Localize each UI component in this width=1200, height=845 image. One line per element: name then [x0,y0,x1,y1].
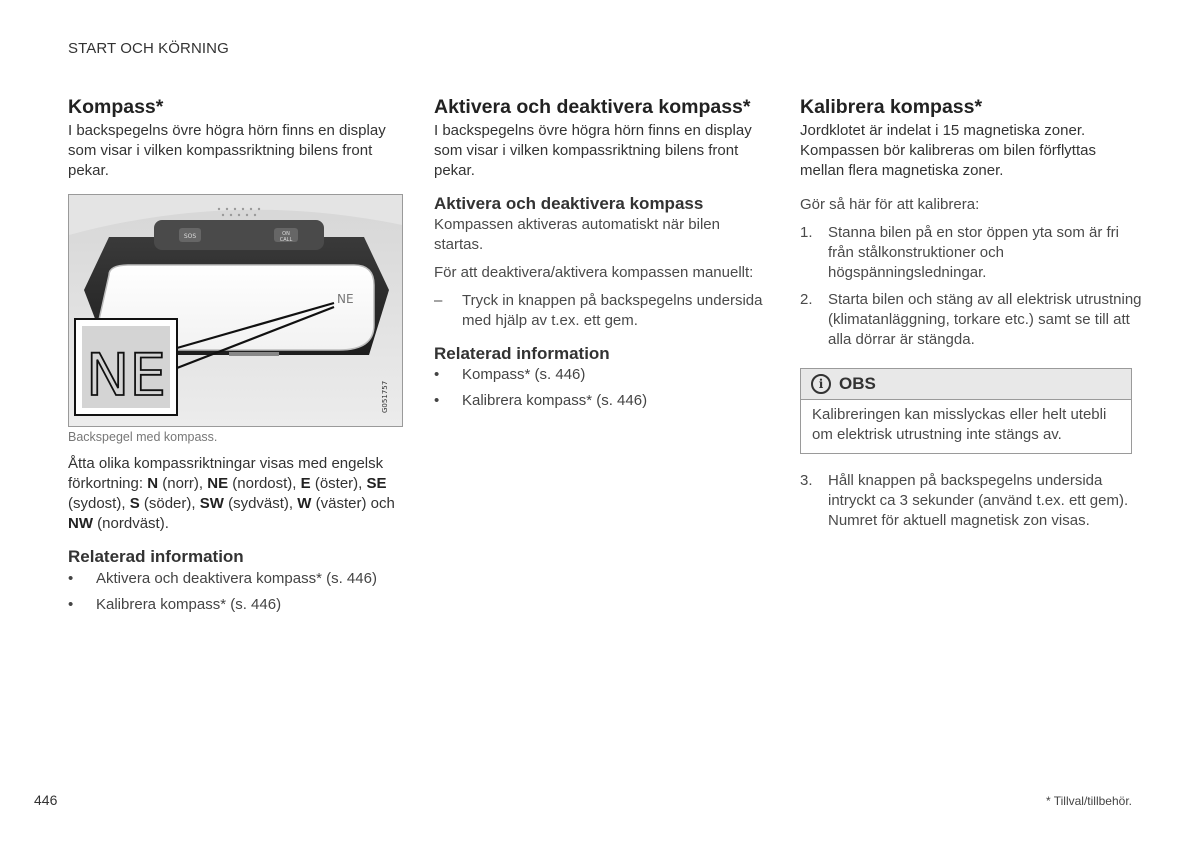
related-link-col2-1[interactable] [434,365,774,385]
svg-text:SOS: SOS [183,233,197,240]
how-to-text: Gör så här för att kalibrera: [800,196,980,213]
footnote: * Tillval/tillbehör. [1045,794,1132,808]
kalibrera-intro: Jordklotet är indelat i 15 magnetiska zoner. Kompassen bör kalibreras om bilen förflyttas mellan flera magnetiska zoner. [800,122,1096,179]
step-number: 2. [800,291,813,308]
kompass-intro: I backspegelns övre högra hörn finns en display som visar i vilken kompassriktning bilens front pekar. [68,122,386,179]
directions-text [68,454,408,534]
step-number: 1. [800,224,813,241]
dash-icon: – [434,292,443,309]
directions-intro: Åtta olika kompassriktningar visas med engelsk förkortning: [68,455,384,492]
direction-desc: (sydost), [68,495,126,512]
column-kalibrera [800,95,1142,531]
obs-body: Kalibreringen kan misslyckas eller helt utebli om elektrisk utrustning inte stängs av. [812,406,1107,443]
step-text: Stanna bilen på en stor öppen yta som är fri från stålkonstruktioner och högspänningsledningar. [828,224,1120,281]
figure-caption: Backspegel med kompass. [68,430,218,444]
related-heading-col2: Relaterad information [434,344,610,363]
related-link-label: Kalibrera kompass* (s. 446) [96,596,282,613]
related-link-col2-2[interactable] [434,391,774,411]
column-aktivera [434,95,774,411]
direction-abbr: E [300,475,311,492]
bullet-icon: • [434,366,440,383]
calibration-step-1 [800,223,1138,283]
column-kompass [68,95,398,181]
related-link-col1-2[interactable] [68,595,408,615]
direction-abbr: NW [68,515,93,532]
direction-desc: (väster) och [315,495,395,512]
manual-step [434,291,772,331]
section-header: START OCH KÖRNING [68,40,229,57]
direction-abbr: S [129,495,140,512]
mirror-illustration-svg [69,195,402,426]
related-heading-col1: Relaterad information [68,547,244,566]
info-icon: i [811,374,831,394]
svg-text:CALL: CALL [279,237,293,243]
direction-abbr: N [147,475,159,492]
related-link-label: Kompass* (s. 446) [462,366,586,383]
related-link-label: Aktivera och deaktivera kompass* (s. 446) [96,570,377,587]
step-number: 3. [800,472,813,489]
aktivera-intro: I backspegelns övre högra hörn finns en display som visar i vilken kompassriktning bilens front pekar. [434,122,752,179]
direction-desc: (norr), [162,475,204,492]
bullet-icon: • [68,596,74,613]
manual-step-text: Tryck in knappen på backspegelns undersida med hjälp av t.ex. ett gem. [462,292,763,329]
calibration-step-2 [800,290,1146,350]
manual-text: För att deaktivera/aktivera kompassen manuellt: [434,264,754,281]
mirror-compass-illustration [68,194,403,427]
directions-paragraph [68,454,408,534]
subheading-aktivera: Aktivera och deaktivera kompass [434,194,704,213]
obs-title: OBS [839,374,876,393]
direction-abbr: NE [207,475,229,492]
related-kompass [68,546,408,615]
direction-abbr: W [297,495,312,512]
direction-abbr: SW [199,495,224,512]
direction-abbr: SE [366,475,387,492]
direction-desc: (söder), [143,495,196,512]
display-ne-zoom: NE [85,341,167,409]
direction-desc: (nordost), [232,475,297,492]
step-text: Starta bilen och stäng av all elektrisk utrustning (klimatanläggning, torkare etc.) samt se till att alla dörrar är stängda. [828,291,1142,348]
heading-aktivera: Aktivera och deaktivera kompass* [434,96,751,118]
auto-activation-text: Kompassen aktiveras automatiskt när bilen startas. [434,216,720,253]
svg-text:ON: ON [282,231,290,237]
related-link-label: Kalibrera kompass* (s. 446) [462,392,648,409]
obs-note-box [800,368,1132,454]
calibration-step-3 [800,471,1153,531]
heading-kalibrera: Kalibrera kompass* [800,96,983,118]
direction-desc: (nordväst). [97,515,169,532]
bullet-icon: • [434,392,440,409]
page-number: 446 [34,792,58,808]
obs-header [801,369,1131,400]
bullet-icon: • [68,570,74,587]
heading-kompass: Kompass* [68,96,164,118]
direction-desc: (sydväst), [228,495,294,512]
direction-desc: (öster), [314,475,363,492]
step-text: Håll knappen på backspegelns undersida intryckt ca 3 sekunder (använd t.ex. ett gem). Numret för aktuell magnetisk zon visas. [828,472,1129,529]
figure-code: G051757 [381,380,389,413]
related-link-col1-1[interactable] [68,569,408,589]
mirror-ne-label: NE [337,292,354,306]
